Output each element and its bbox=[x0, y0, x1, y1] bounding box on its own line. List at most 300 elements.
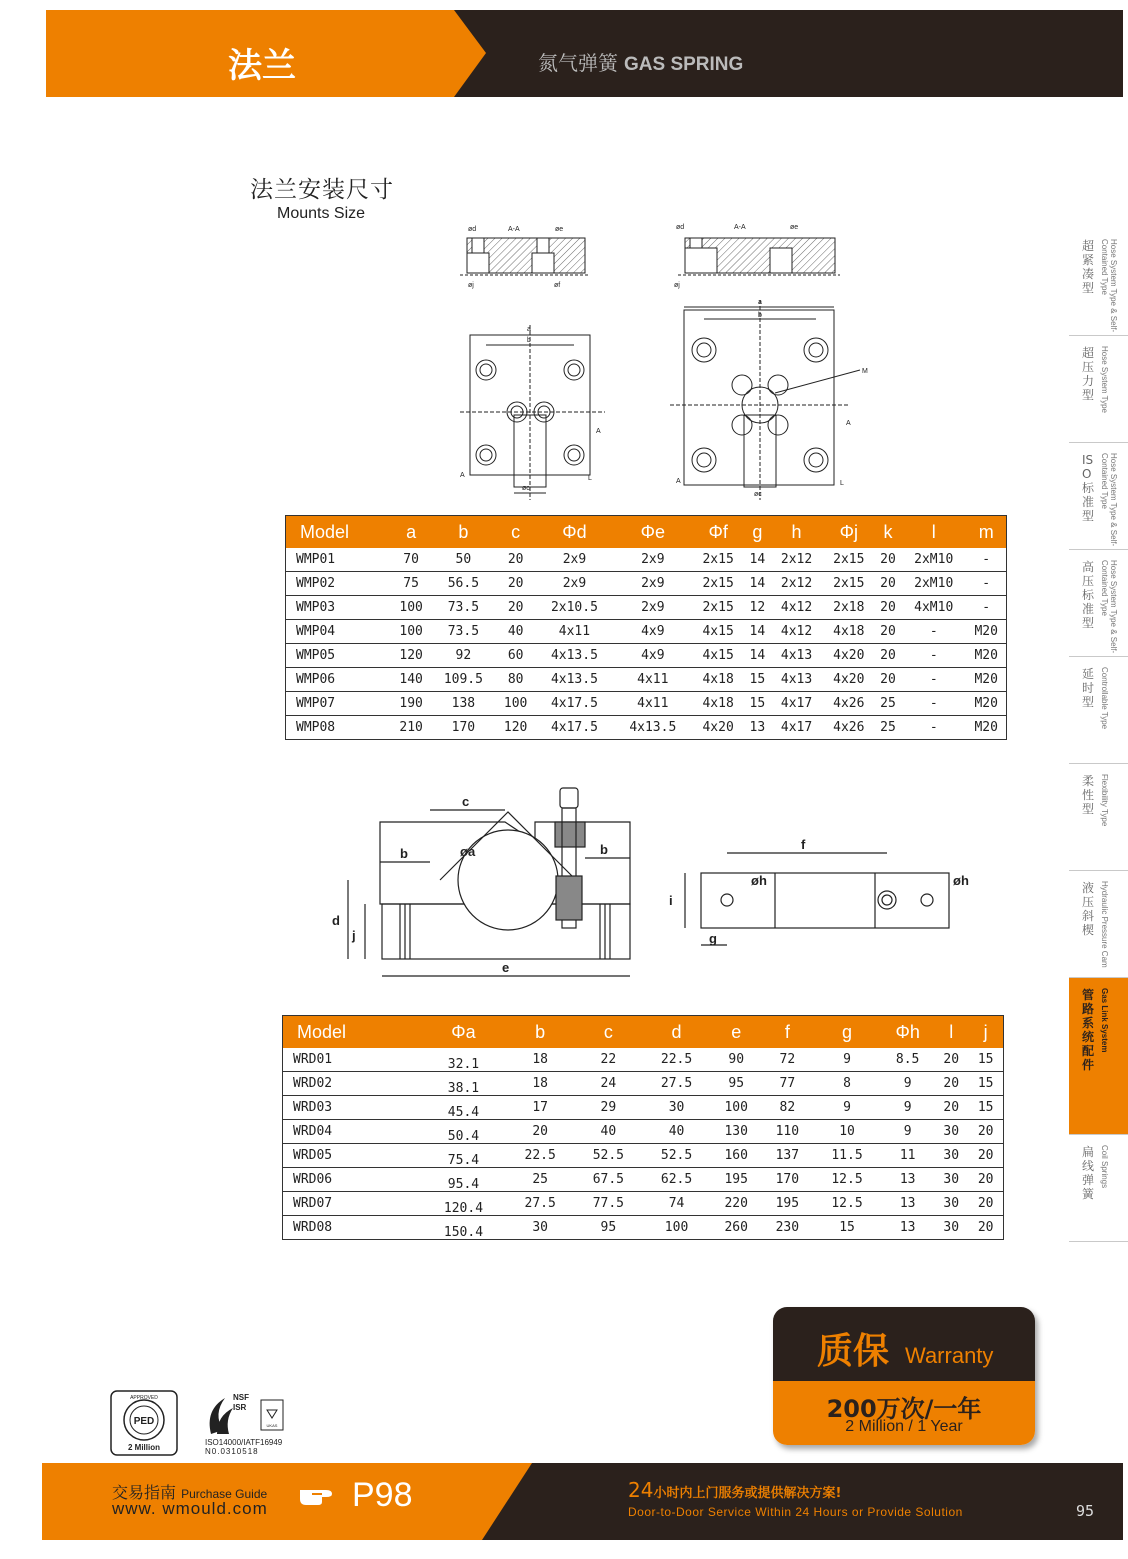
ped-caption: 2 Million bbox=[128, 1443, 160, 1452]
table-cell: 15 bbox=[744, 692, 770, 716]
table-cell: WMP01 bbox=[286, 548, 392, 572]
table-row bbox=[283, 1048, 1004, 1072]
table-cell bbox=[421, 1216, 506, 1240]
column-header: l bbox=[901, 516, 966, 549]
table-row bbox=[283, 1096, 1004, 1120]
table-cell: 190 bbox=[392, 692, 431, 716]
column-header: j bbox=[968, 1016, 1003, 1049]
table-cell: 138 bbox=[431, 692, 496, 716]
table-cell: 22.5 bbox=[642, 1048, 710, 1072]
table-cell: 73.5 bbox=[431, 596, 496, 620]
table-cell: 25 bbox=[875, 692, 901, 716]
side-tab-0[interactable] bbox=[1069, 229, 1128, 336]
website-link[interactable]: www. wmould.com bbox=[112, 1499, 268, 1518]
table-cell: 30 bbox=[642, 1096, 710, 1120]
table-row bbox=[286, 572, 1007, 596]
guide-en: Purchase Guide bbox=[181, 1487, 268, 1501]
cell-value: 150.4 bbox=[443, 1225, 484, 1240]
table-cell: 4x20 bbox=[692, 716, 744, 740]
table-cell: - bbox=[966, 548, 1006, 572]
table-cell: 72 bbox=[762, 1048, 813, 1072]
table-cell: 100 bbox=[711, 1096, 762, 1120]
table-cell: - bbox=[901, 716, 966, 740]
warranty-value-cn: 200万次/一年 bbox=[826, 1395, 982, 1423]
side-tab-label-cn: 管路系统配件 bbox=[1082, 988, 1095, 1072]
table-cell: 82 bbox=[762, 1096, 813, 1120]
table-cell: WRD07 bbox=[283, 1192, 421, 1216]
table-cell: 25 bbox=[506, 1168, 574, 1192]
flange-diagram-4hole bbox=[670, 215, 870, 505]
table-cell: 10 bbox=[813, 1120, 881, 1144]
side-tab-4[interactable] bbox=[1069, 657, 1128, 764]
section-title: 法兰安装尺寸 bbox=[250, 177, 394, 203]
svg-text:L: L bbox=[588, 475, 592, 482]
table-cell: WRD04 bbox=[283, 1120, 421, 1144]
table-cell: 4x18 bbox=[823, 620, 875, 644]
table-row bbox=[286, 548, 1007, 572]
table-cell: 40 bbox=[496, 620, 535, 644]
product-cn: 氮气弹簧 bbox=[538, 51, 618, 75]
side-tab-label-en: Flexibility Type bbox=[1100, 774, 1109, 827]
svg-text:i: i bbox=[669, 893, 673, 908]
table-row bbox=[286, 644, 1007, 668]
cell-value: 50.4 bbox=[447, 1129, 480, 1144]
table-cell: - bbox=[901, 620, 966, 644]
table-cell: 9 bbox=[813, 1096, 881, 1120]
svg-text:c: c bbox=[462, 794, 470, 809]
table-cell: 4x20 bbox=[823, 644, 875, 668]
table-cell: 20 bbox=[875, 548, 901, 572]
service-promise-en: Door-to-Door Service Within 24 Hours or Provide Solution bbox=[628, 1505, 963, 1519]
table-cell: 30 bbox=[506, 1216, 574, 1240]
ped-mark: PED bbox=[133, 1416, 155, 1427]
table-cell: 4x13 bbox=[770, 644, 822, 668]
svg-text:M: M bbox=[862, 368, 868, 375]
column-header: m bbox=[966, 516, 1006, 549]
table-cell: M20 bbox=[966, 692, 1006, 716]
column-header: Φh bbox=[881, 1016, 934, 1049]
table-cell: 13 bbox=[744, 716, 770, 740]
column-header: b bbox=[431, 516, 496, 549]
side-tab-label-en: Coil Springs bbox=[1100, 1145, 1109, 1189]
table-cell: 4x17.5 bbox=[535, 716, 613, 740]
table-cell: 110 bbox=[762, 1120, 813, 1144]
svg-text:øc: øc bbox=[522, 485, 530, 492]
table-cell: 92 bbox=[431, 644, 496, 668]
side-tab-7[interactable] bbox=[1069, 978, 1128, 1135]
cell-value: 75.4 bbox=[447, 1153, 480, 1168]
table-cell: 100 bbox=[392, 620, 431, 644]
table-cell: 60 bbox=[496, 644, 535, 668]
column-header: Model bbox=[283, 1016, 421, 1049]
table-cell: 40 bbox=[642, 1120, 710, 1144]
table-cell: 20 bbox=[968, 1120, 1003, 1144]
side-tab-label-en: Hose System Type & Self-Contained Type bbox=[1100, 239, 1118, 333]
clamp-diagram-top bbox=[665, 835, 985, 955]
header-category: 法兰 bbox=[228, 46, 296, 86]
table-cell: 24 bbox=[574, 1072, 642, 1096]
table-cell: 4x15 bbox=[692, 620, 744, 644]
side-tab-3[interactable] bbox=[1069, 550, 1128, 657]
table-cell: 17 bbox=[506, 1096, 574, 1120]
table-cell: WRD01 bbox=[283, 1048, 421, 1072]
svg-text:A-A: A-A bbox=[508, 226, 520, 233]
table-cell: WMP02 bbox=[286, 572, 392, 596]
table-cell: 170 bbox=[431, 716, 496, 740]
table-cell: M20 bbox=[966, 644, 1006, 668]
table-row bbox=[283, 1192, 1004, 1216]
table-cell: 137 bbox=[762, 1144, 813, 1168]
table-cell: 2x9 bbox=[614, 548, 692, 572]
table-cell: M20 bbox=[966, 716, 1006, 740]
table-cell: 67.5 bbox=[574, 1168, 642, 1192]
table-cell: 9 bbox=[881, 1096, 934, 1120]
table-cell bbox=[421, 1048, 506, 1072]
side-tab-label-cn: 延时型 bbox=[1082, 667, 1095, 709]
table-cell: 20 bbox=[496, 572, 535, 596]
table-cell: 20 bbox=[875, 620, 901, 644]
table-cell: 160 bbox=[711, 1144, 762, 1168]
table-cell: 2xM10 bbox=[901, 572, 966, 596]
table-cell: 20 bbox=[506, 1120, 574, 1144]
cell-value: 45.4 bbox=[447, 1105, 480, 1120]
svg-text:L: L bbox=[840, 480, 844, 487]
iso-line1: ISO14000/IATF16949 bbox=[205, 1438, 283, 1447]
table-cell: 52.5 bbox=[642, 1144, 710, 1168]
table-cell: 18 bbox=[506, 1048, 574, 1072]
column-header: Model bbox=[286, 516, 392, 549]
table-cell: 2x15 bbox=[692, 572, 744, 596]
table-cell: 4x26 bbox=[823, 716, 875, 740]
table-cell: 15 bbox=[813, 1216, 881, 1240]
column-header: f bbox=[762, 1016, 813, 1049]
table-cell: 18 bbox=[506, 1072, 574, 1096]
iso-cert-text bbox=[205, 1438, 282, 1456]
side-tab-label-en: Hose System Type & Self-Contained Type bbox=[1100, 453, 1118, 547]
table-cell: 4x12 bbox=[770, 596, 822, 620]
isr-text: ISR bbox=[233, 1403, 247, 1412]
table-cell: 220 bbox=[711, 1192, 762, 1216]
cell-value: 95.4 bbox=[447, 1177, 480, 1192]
table-cell: WMP04 bbox=[286, 620, 392, 644]
svg-text:f: f bbox=[801, 837, 806, 852]
warranty-title-cn: 质保 bbox=[817, 1331, 890, 1372]
table-cell: 22.5 bbox=[506, 1144, 574, 1168]
svg-text:øh: øh bbox=[953, 873, 969, 888]
table-cell: 95 bbox=[711, 1072, 762, 1096]
column-header: l bbox=[934, 1016, 968, 1049]
side-tab-label-en: Hydraulic Pressure Cam bbox=[1100, 881, 1109, 968]
table-cell: 29 bbox=[574, 1096, 642, 1120]
svg-text:ød: ød bbox=[676, 224, 685, 231]
table-cell: WMP08 bbox=[286, 716, 392, 740]
table-cell bbox=[421, 1096, 506, 1120]
table-cell: 4x13 bbox=[770, 668, 822, 692]
side-tab-label-cn: 柔性型 bbox=[1082, 774, 1095, 816]
table-cell: 20 bbox=[968, 1216, 1003, 1240]
side-tab-label-cn: 高压标准型 bbox=[1082, 560, 1095, 630]
table-cell: 70 bbox=[392, 548, 431, 572]
table-cell bbox=[421, 1168, 506, 1192]
table-cell: 2x10.5 bbox=[535, 596, 613, 620]
table-cell: 4x9 bbox=[614, 644, 692, 668]
svg-text:øh: øh bbox=[751, 873, 767, 888]
svg-text:a: a bbox=[527, 326, 531, 333]
table-cell: 170 bbox=[762, 1168, 813, 1192]
table-cell: 56.5 bbox=[431, 572, 496, 596]
side-tab-2[interactable] bbox=[1069, 443, 1128, 550]
warranty-value-en: 2 Million / 1 Year bbox=[845, 1418, 963, 1435]
warranty-title-en: Warranty bbox=[905, 1343, 994, 1368]
cell-value: 120.4 bbox=[443, 1201, 484, 1216]
column-header: k bbox=[875, 516, 901, 549]
table-cell: 14 bbox=[744, 548, 770, 572]
table-cell: 4x18 bbox=[692, 692, 744, 716]
table-cell: 4x18 bbox=[692, 668, 744, 692]
table-cell: 20 bbox=[875, 572, 901, 596]
flange-spec-table bbox=[285, 515, 1007, 740]
table-cell: 2x18 bbox=[823, 596, 875, 620]
table-cell: M20 bbox=[966, 620, 1006, 644]
table-cell: 11 bbox=[881, 1144, 934, 1168]
table-cell: 2x15 bbox=[692, 548, 744, 572]
table-cell: 195 bbox=[762, 1192, 813, 1216]
column-header: g bbox=[744, 516, 770, 549]
table-cell: 15 bbox=[968, 1072, 1003, 1096]
table-cell: 130 bbox=[711, 1120, 762, 1144]
ped-certification-logo bbox=[110, 1390, 178, 1456]
table-cell: 30 bbox=[934, 1144, 968, 1168]
svg-text:A-A: A-A bbox=[734, 224, 746, 231]
svg-text:øj: øj bbox=[468, 282, 474, 289]
table-cell: 27.5 bbox=[506, 1192, 574, 1216]
table-cell: 74 bbox=[642, 1192, 710, 1216]
table-cell: 30 bbox=[934, 1192, 968, 1216]
table-cell: - bbox=[966, 572, 1006, 596]
table-cell: 77 bbox=[762, 1072, 813, 1096]
table-cell: 4x20 bbox=[823, 668, 875, 692]
table-cell: WMP06 bbox=[286, 668, 392, 692]
product-en: GAS SPRING bbox=[624, 54, 744, 75]
page-reference[interactable]: P98 bbox=[352, 1476, 413, 1514]
table-cell bbox=[421, 1120, 506, 1144]
table-cell: 27.5 bbox=[642, 1072, 710, 1096]
column-header: Φf bbox=[692, 516, 744, 549]
ukas-text: UKAS bbox=[266, 1423, 278, 1428]
table-cell: 2x9 bbox=[614, 572, 692, 596]
column-header: b bbox=[506, 1016, 574, 1049]
table-cell: 100 bbox=[642, 1216, 710, 1240]
svg-text:g: g bbox=[709, 931, 717, 946]
table-cell: 2x15 bbox=[823, 572, 875, 596]
table-cell: - bbox=[901, 644, 966, 668]
table-cell: 20 bbox=[968, 1144, 1003, 1168]
table-cell: 4x12 bbox=[770, 620, 822, 644]
table-cell: WRD08 bbox=[283, 1216, 421, 1240]
table-cell: 73.5 bbox=[431, 620, 496, 644]
table-cell: 100 bbox=[496, 692, 535, 716]
table-cell: - bbox=[901, 692, 966, 716]
table-cell bbox=[421, 1072, 506, 1096]
table-cell: 14 bbox=[744, 572, 770, 596]
svg-text:e: e bbox=[502, 960, 510, 975]
table-row bbox=[283, 1216, 1004, 1240]
table-cell: 11.5 bbox=[813, 1144, 881, 1168]
column-header: d bbox=[642, 1016, 710, 1049]
svg-text:b: b bbox=[400, 846, 408, 861]
table-cell: 20 bbox=[968, 1168, 1003, 1192]
clamp-diagram-front bbox=[330, 780, 650, 990]
side-tab-1[interactable] bbox=[1069, 336, 1128, 443]
table-cell: 2x15 bbox=[823, 548, 875, 572]
column-header: Φe bbox=[614, 516, 692, 549]
side-category-tabs bbox=[1069, 229, 1128, 1242]
side-tab-label-en: Hose System Type bbox=[1100, 346, 1109, 413]
table-row bbox=[283, 1120, 1004, 1144]
flange-diagram-2hole bbox=[440, 215, 620, 505]
side-tab-label-cn: 超压力型 bbox=[1082, 346, 1095, 402]
table-cell: 2x9 bbox=[535, 572, 613, 596]
table-cell: 8 bbox=[813, 1072, 881, 1096]
svg-text:d: d bbox=[332, 913, 340, 928]
table-cell: 50 bbox=[431, 548, 496, 572]
table-cell: 15 bbox=[968, 1096, 1003, 1120]
table-row bbox=[283, 1144, 1004, 1168]
service-hours: 24 bbox=[628, 1478, 654, 1502]
table-cell: 120 bbox=[496, 716, 535, 740]
cell-value: 38.1 bbox=[447, 1081, 480, 1096]
table-cell: 13 bbox=[881, 1216, 934, 1240]
table-cell: 90 bbox=[711, 1048, 762, 1072]
table-cell: 9 bbox=[881, 1072, 934, 1096]
svg-text:A: A bbox=[460, 472, 465, 479]
table-cell: - bbox=[901, 668, 966, 692]
table-cell: 2xM10 bbox=[901, 548, 966, 572]
warranty-badge bbox=[773, 1307, 1035, 1445]
table-cell: 4xM10 bbox=[901, 596, 966, 620]
table-cell: 13 bbox=[881, 1168, 934, 1192]
table-cell: 30 bbox=[934, 1168, 968, 1192]
table-cell: 14 bbox=[744, 620, 770, 644]
side-tab-5[interactable] bbox=[1069, 764, 1128, 871]
svg-text:øf: øf bbox=[554, 282, 561, 289]
table-cell: 230 bbox=[762, 1216, 813, 1240]
column-header: c bbox=[496, 516, 535, 549]
side-tab-label-cn: 液压斜楔 bbox=[1082, 881, 1095, 937]
section-subtitle: Mounts Size bbox=[277, 205, 366, 222]
table-cell: 75 bbox=[392, 572, 431, 596]
side-tab-label-en: Controllable Type bbox=[1100, 667, 1109, 730]
nsf-isr-ukas-logo bbox=[203, 1390, 288, 1438]
table-cell: 25 bbox=[875, 716, 901, 740]
table-cell: 62.5 bbox=[642, 1168, 710, 1192]
table-row bbox=[286, 668, 1007, 692]
table-cell: 2x12 bbox=[770, 572, 822, 596]
table-cell: 15 bbox=[968, 1048, 1003, 1072]
column-header: Φd bbox=[535, 516, 613, 549]
table-cell: WRD03 bbox=[283, 1096, 421, 1120]
table-cell: WMP07 bbox=[286, 692, 392, 716]
column-header: Φj bbox=[823, 516, 875, 549]
table-cell: WRD02 bbox=[283, 1072, 421, 1096]
table-cell: 4x11 bbox=[614, 692, 692, 716]
nsf-text: NSF bbox=[233, 1393, 249, 1402]
clamp-spec-table bbox=[282, 1015, 1004, 1240]
table-cell: 4x11 bbox=[535, 620, 613, 644]
table-cell: 52.5 bbox=[574, 1144, 642, 1168]
table-row bbox=[283, 1168, 1004, 1192]
svg-text:øe: øe bbox=[790, 224, 799, 231]
side-tab-label-cn: ISO标准型 bbox=[1082, 453, 1095, 523]
table-cell: M20 bbox=[966, 668, 1006, 692]
table-cell: 100 bbox=[392, 596, 431, 620]
cell-value: 32.1 bbox=[447, 1057, 480, 1072]
svg-text:ød: ød bbox=[468, 226, 477, 233]
side-tab-label-en: Hose System Type & Self-Contained Type bbox=[1100, 560, 1118, 654]
side-tab-label-en: Gas Link System bbox=[1100, 988, 1109, 1053]
table-cell: 20 bbox=[875, 644, 901, 668]
table-cell bbox=[421, 1192, 506, 1216]
table-cell: 4x13.5 bbox=[535, 668, 613, 692]
table-cell: 40 bbox=[574, 1120, 642, 1144]
ped-ring-text: APPROVED bbox=[130, 1395, 158, 1401]
table-cell: 4x17 bbox=[770, 716, 822, 740]
table-cell: 30 bbox=[934, 1216, 968, 1240]
iso-line2: N0.0310518 bbox=[205, 1447, 259, 1456]
table-cell: 22 bbox=[574, 1048, 642, 1072]
table-cell: 4x17.5 bbox=[535, 692, 613, 716]
svg-text:øa: øa bbox=[460, 844, 476, 859]
svg-text:j: j bbox=[352, 928, 356, 943]
table-cell: 210 bbox=[392, 716, 431, 740]
table-cell: 20 bbox=[496, 548, 535, 572]
column-header: c bbox=[574, 1016, 642, 1049]
table-cell: 4x11 bbox=[614, 668, 692, 692]
pointing-hand-icon bbox=[298, 1482, 340, 1506]
table-cell bbox=[421, 1144, 506, 1168]
svg-text:øj: øj bbox=[674, 282, 680, 289]
table-cell: 2x9 bbox=[535, 548, 613, 572]
table-cell: 20 bbox=[934, 1048, 968, 1072]
svg-text:b: b bbox=[600, 842, 608, 857]
table-cell: 2x15 bbox=[692, 596, 744, 620]
table-cell: 140 bbox=[392, 668, 431, 692]
side-tab-6[interactable] bbox=[1069, 871, 1128, 978]
table-row bbox=[286, 596, 1007, 620]
table-row bbox=[286, 716, 1007, 740]
table-cell: 12.5 bbox=[813, 1192, 881, 1216]
table-cell: 12 bbox=[744, 596, 770, 620]
svg-text:øc: øc bbox=[754, 491, 762, 498]
table-cell: 12.5 bbox=[813, 1168, 881, 1192]
table-cell: 9 bbox=[813, 1048, 881, 1072]
side-tab-label-cn: 超紧凑型 bbox=[1082, 239, 1095, 295]
svg-text:A: A bbox=[676, 478, 681, 485]
column-header: a bbox=[392, 516, 431, 549]
table-cell: 15 bbox=[744, 668, 770, 692]
svg-text:b: b bbox=[758, 312, 762, 319]
side-tab-label-cn: 扁线弹簧 bbox=[1082, 1145, 1095, 1201]
page-number: 95 bbox=[1076, 1502, 1095, 1520]
table-cell: 109.5 bbox=[431, 668, 496, 692]
side-tab-8[interactable] bbox=[1069, 1135, 1128, 1242]
service-promise-cn bbox=[628, 1478, 841, 1502]
table-cell: 13 bbox=[881, 1192, 934, 1216]
table-cell: 260 bbox=[711, 1216, 762, 1240]
svg-text:øe: øe bbox=[555, 226, 564, 233]
table-cell: - bbox=[966, 596, 1006, 620]
table-cell: WMP05 bbox=[286, 644, 392, 668]
